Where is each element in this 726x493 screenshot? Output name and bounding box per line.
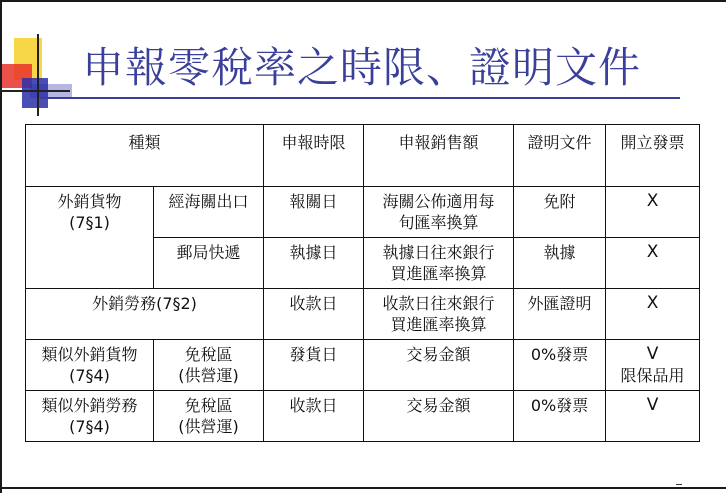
similar-goods-label-line2: (7§4) xyxy=(69,366,110,385)
customs-amount-line2: 旬匯率換算 xyxy=(398,213,479,232)
cell-customs-deadline: 報關日 xyxy=(264,187,364,238)
cell-post-invoice: X xyxy=(606,238,700,289)
cell-similar-services-label xyxy=(26,391,154,442)
zero-tax-rate-table xyxy=(25,124,700,442)
cell-export-goods-label xyxy=(26,187,154,289)
cell-similar-goods-deadline: 發貨日 xyxy=(264,340,364,391)
cell-customs-amount xyxy=(364,187,514,238)
cell-post-amount xyxy=(364,238,514,289)
cell-similar-goods-label xyxy=(26,340,154,391)
header-category: 種類 xyxy=(26,125,264,187)
cell-services-invoice: X xyxy=(606,289,700,340)
cell-similar-services-deadline: 收款日 xyxy=(264,391,364,442)
header-sales-amount: 申報銷售額 xyxy=(364,125,514,187)
cell-post-method: 郵局快遞 xyxy=(154,238,264,289)
table-row-similar-goods xyxy=(26,340,700,391)
similar-services-zone-line1: 免稅區 xyxy=(184,396,233,415)
post-amount-line1: 執據日往來銀行 xyxy=(382,243,495,262)
title-underline xyxy=(40,97,680,99)
cell-similar-goods-zone xyxy=(154,340,264,391)
table-row-export-goods-customs xyxy=(26,187,700,238)
table-header-row xyxy=(26,125,700,187)
similar-services-label-line2: (7§4) xyxy=(69,417,110,436)
similar-goods-label-line1: 類似外銷貨物 xyxy=(41,345,138,364)
cell-similar-goods-invoice xyxy=(606,340,700,391)
cell-export-services-label: 外銷勞務(7§2) xyxy=(26,289,264,340)
table-row-export-services xyxy=(26,289,700,340)
services-amount-line1: 收款日往來銀行 xyxy=(382,294,495,313)
cell-customs-certificate: 免附 xyxy=(514,187,606,238)
table-row-similar-services xyxy=(26,391,700,442)
cell-similar-services-zone xyxy=(154,391,264,442)
similar-goods-zone-line1: 免稅區 xyxy=(184,345,233,364)
cell-services-certificate: 外匯證明 xyxy=(514,289,606,340)
cell-similar-goods-certificate: 0%發票 xyxy=(514,340,606,391)
cell-services-amount xyxy=(364,289,514,340)
post-amount-line2: 買進匯率換算 xyxy=(390,264,487,283)
slide-frame-bottom xyxy=(0,487,726,489)
corner-mark xyxy=(676,484,682,488)
cell-services-deadline: 收款日 xyxy=(264,289,364,340)
slide-title: 申報零稅率之時限、證明文件 xyxy=(82,43,642,92)
slide-frame-top xyxy=(0,0,726,2)
cell-similar-goods-amount: 交易金額 xyxy=(364,340,514,391)
similar-services-label-line1: 類似外銷勞務 xyxy=(41,396,138,415)
cell-post-deadline: 執據日 xyxy=(264,238,364,289)
cell-customs-invoice: X xyxy=(606,187,700,238)
similar-goods-zone-line2: (供營運) xyxy=(178,366,239,385)
cell-customs-method: 經海關出口 xyxy=(154,187,264,238)
cell-similar-services-amount: 交易金額 xyxy=(364,391,514,442)
header-invoice: 開立發票 xyxy=(606,125,700,187)
similar-goods-invoice-line2: 限保品用 xyxy=(620,366,685,385)
similar-services-zone-line2: (供營運) xyxy=(178,417,239,436)
cell-similar-services-certificate: 0%發票 xyxy=(514,391,606,442)
export-goods-label-line2: (7§1) xyxy=(69,213,110,232)
cell-similar-services-invoice: V xyxy=(606,391,700,442)
export-goods-label-line1: 外銷貨物 xyxy=(57,192,122,211)
header-certificate: 證明文件 xyxy=(514,125,606,187)
decorative-squares-graphic xyxy=(0,0,80,120)
customs-amount-line1: 海關公佈適用每 xyxy=(382,192,495,211)
cell-post-certificate: 執據 xyxy=(514,238,606,289)
services-amount-line2: 買進匯率換算 xyxy=(390,315,487,334)
similar-goods-invoice-line1: V xyxy=(646,344,659,364)
header-deadline: 申報時限 xyxy=(264,125,364,187)
